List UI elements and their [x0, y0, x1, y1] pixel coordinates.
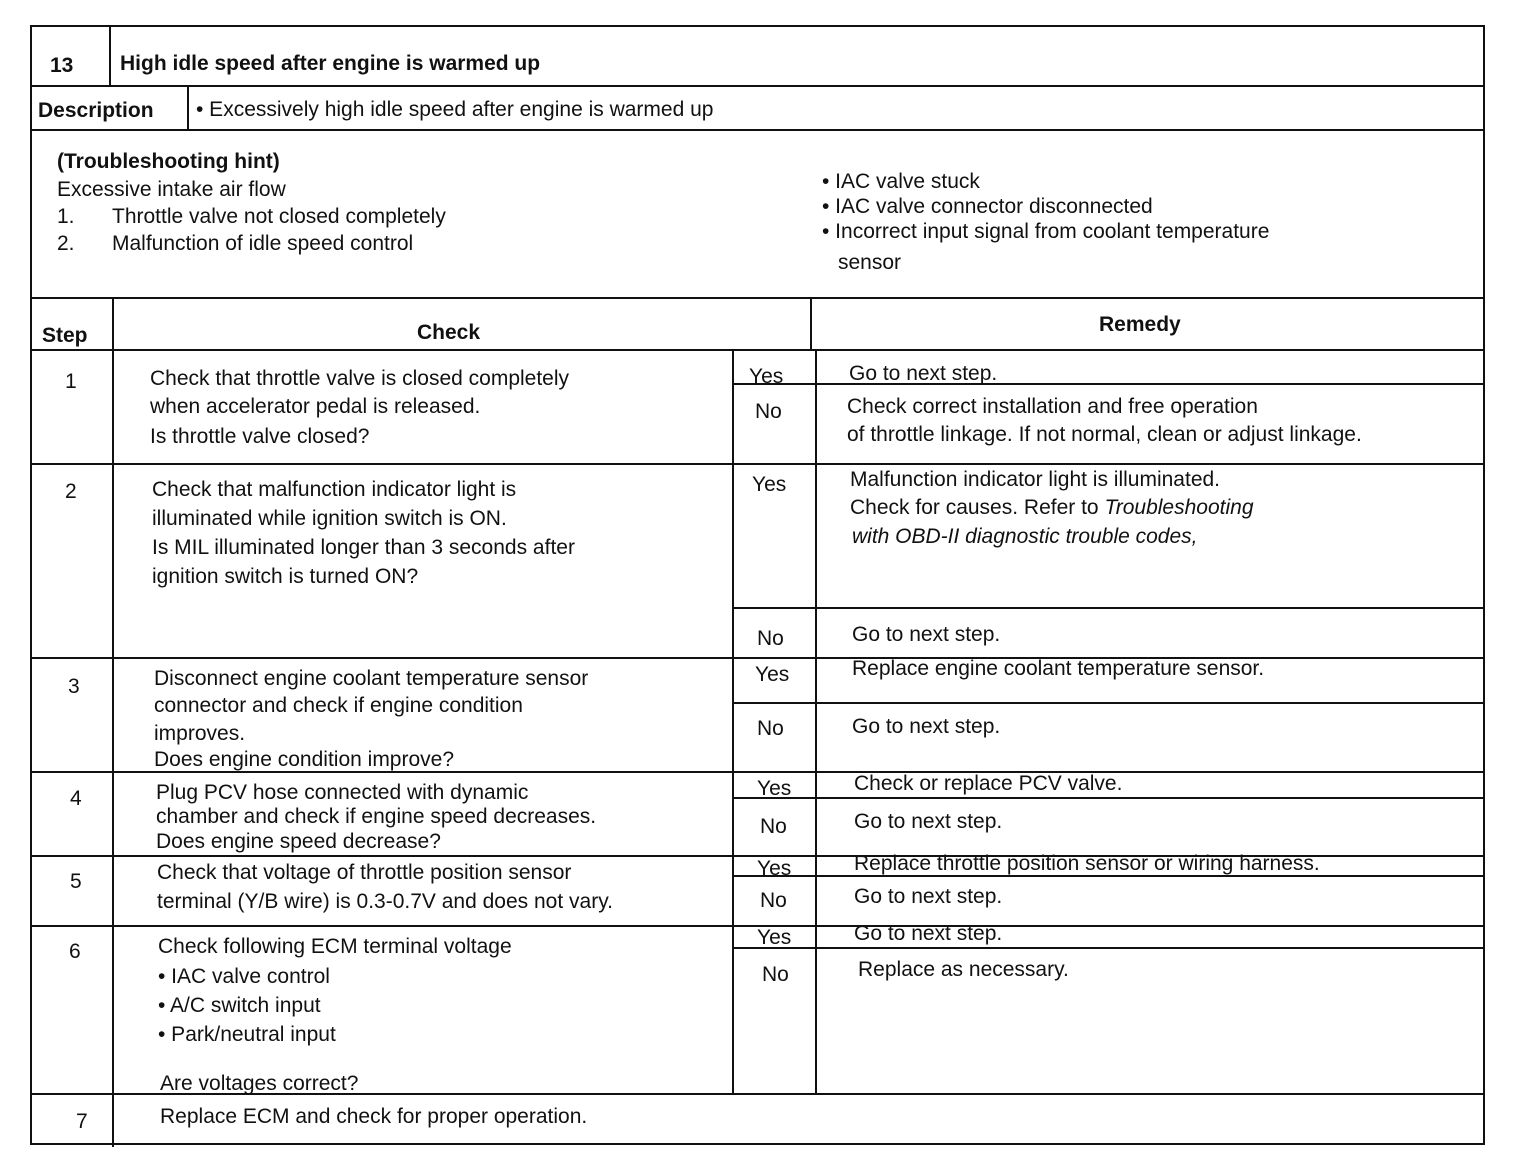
step-3-bottom-line: [32, 771, 1483, 773]
description-label: Description: [38, 99, 154, 122]
step-6-check-question: Are voltages correct?: [160, 1072, 359, 1095]
step-1-yes-remedy: Go to next step.: [849, 362, 998, 385]
step-6-no-remedy: Replace as necessary.: [858, 958, 1069, 981]
step-2-no-remedy: Go to next step.: [852, 623, 1001, 646]
step-6-yesno-line: [732, 947, 1483, 949]
step-5-yes-label: Yes: [757, 857, 792, 880]
step-6-check-line-3: • A/C switch input: [158, 994, 321, 1017]
description-bottom-line: [32, 129, 1483, 131]
header-divider: [109, 27, 111, 85]
troubleshooting-document: [30, 25, 1485, 1145]
procedure-title: High idle speed after engine is warmed up: [120, 52, 541, 75]
step-1-yesno-line: [732, 383, 1483, 385]
step-5-check-line-2: terminal (Y/B wire) is 0.3-0.7V and does not vary.: [157, 890, 613, 913]
step-4-yes-remedy: Check or replace PCV valve.: [854, 772, 1123, 795]
step-2-check-line-1: Check that malfunction indicator light is: [152, 478, 517, 501]
step-7-check: Replace ECM and check for proper operation.: [160, 1105, 588, 1128]
step-5-no-remedy: Go to next step.: [854, 885, 1003, 908]
step-6-check-line-2: • IAC valve control: [158, 965, 330, 988]
hint-item-2-text: Malfunction of idle speed control: [112, 232, 414, 255]
description-text: • Excessively high idle speed after engine is warmed up: [196, 98, 714, 121]
step-3-yes-remedy: Replace engine coolant temperature sensor.: [852, 657, 1265, 680]
step-3-check-line-1: Disconnect engine coolant temperature sensor: [154, 667, 589, 690]
step-2-yes-remedy-line-1: Malfunction indicator light is illuminated.: [850, 468, 1221, 491]
check-remedy-header-divider: [810, 297, 812, 351]
step-3-check-line-3: improves.: [154, 722, 246, 745]
step-1-no-label: No: [755, 400, 782, 423]
step-6-yes-remedy: Go to next step.: [854, 922, 1003, 945]
step-3-yes-label: Yes: [755, 663, 790, 686]
step-4-no-remedy: Go to next step.: [854, 810, 1003, 833]
hint-bullet-3-cont: sensor: [838, 251, 902, 274]
step-5-number: 5: [70, 870, 82, 893]
step-3-number: 3: [68, 675, 80, 698]
hint-cause: Excessive intake air flow: [57, 178, 286, 201]
step-2-yes-label: Yes: [752, 473, 787, 496]
step-1-no-remedy-line-1: Check correct installation and free operation: [847, 395, 1258, 418]
step-2-no-label: No: [757, 627, 784, 650]
step-1-yes-label: Yes: [749, 365, 784, 388]
step-1-number: 1: [65, 370, 77, 393]
step-1-bottom-line: [32, 463, 1483, 465]
step-4-yes-label: Yes: [757, 777, 792, 800]
step-2-check-line-3: Is MIL illuminated longer than 3 seconds after: [152, 536, 575, 559]
step-1-no-remedy-line-2: of throttle linkage. If not normal, clean or adjust linkage.: [847, 423, 1362, 446]
step-3-check-line-2: connector and check if engine condition: [154, 694, 523, 717]
hint-bullet-1: • IAC valve stuck: [822, 170, 980, 193]
step-3-check-line-4: Does engine condition improve?: [154, 748, 455, 771]
procedure-number: 13: [50, 54, 74, 77]
hint-item-2-num: 2.: [57, 232, 75, 255]
description-divider: [187, 85, 189, 129]
step-6-number: 6: [69, 940, 81, 963]
hint-bullet-3: • Incorrect input signal from coolant temperature: [822, 220, 1270, 243]
step-2-bottom-line: [32, 657, 1483, 659]
table-header-bottom-line: [32, 349, 1483, 351]
hint-item-1-num: 1.: [57, 205, 75, 228]
step-column-divider: [112, 297, 114, 1147]
column-header-remedy: Remedy: [1099, 313, 1181, 336]
step-3-no-label: No: [757, 717, 784, 740]
yesno-remedy-divider: [815, 349, 817, 1094]
step-3-yesno-line: [732, 702, 1483, 704]
step-1-check-line-1: Check that throttle valve is closed completely: [150, 367, 570, 390]
column-header-check: Check: [417, 321, 481, 344]
header-bottom-line: [32, 85, 1483, 87]
step-2-yesno-line: [732, 607, 1483, 609]
hint-heading: (Troubleshooting hint): [57, 150, 280, 173]
step-2-yes-remedy-line-2: Check for causes. Refer to Troubleshooting: [850, 496, 1254, 519]
check-yesno-divider: [732, 349, 734, 1094]
step-7-number: 7: [76, 1110, 88, 1133]
step-1-check-line-2: when accelerator pedal is released.: [150, 395, 481, 418]
step-6-no-label: No: [762, 963, 789, 986]
step-5-no-label: No: [760, 889, 787, 912]
step-1-check-line-3: Is throttle valve closed?: [150, 425, 370, 448]
step-2-yes-remedy-line-3: with OBD-II diagnostic trouble codes,: [852, 525, 1198, 548]
step-6-yes-label: Yes: [757, 926, 792, 949]
column-header-step: Step: [42, 324, 88, 347]
step-4-check-line-3: Does engine speed decrease?: [156, 830, 441, 853]
step-5-yes-remedy: Replace throttle position sensor or wiring harness.: [854, 852, 1320, 875]
hint-item-1-text: Throttle valve not closed completely: [112, 205, 446, 228]
step-2-number: 2: [65, 480, 77, 503]
step-2-check-line-4: ignition switch is turned ON?: [152, 565, 419, 588]
step-4-number: 4: [70, 787, 82, 810]
step-6-check-line-1: Check following ECM terminal voltage: [158, 935, 512, 958]
step-5-yesno-line: [732, 875, 1483, 877]
step-5-check-line-1: Check that voltage of throttle position sensor: [157, 861, 572, 884]
step-4-no-label: No: [760, 815, 787, 838]
hint-bullet-2: • IAC valve connector disconnected: [822, 195, 1153, 218]
hint-bottom-line: [32, 297, 1483, 299]
step-3-no-remedy: Go to next step.: [852, 715, 1001, 738]
step-4-check-line-1: Plug PCV hose connected with dynamic: [156, 781, 529, 804]
step-6-check-line-4: • Park/neutral input: [158, 1023, 336, 1046]
step-6-bottom-line: [32, 1093, 1483, 1095]
step-2-check-line-2: illuminated while ignition switch is ON.: [152, 507, 507, 530]
step-4-check-line-2: chamber and check if engine speed decreases.: [156, 805, 597, 828]
step-4-yesno-line: [732, 797, 1483, 799]
